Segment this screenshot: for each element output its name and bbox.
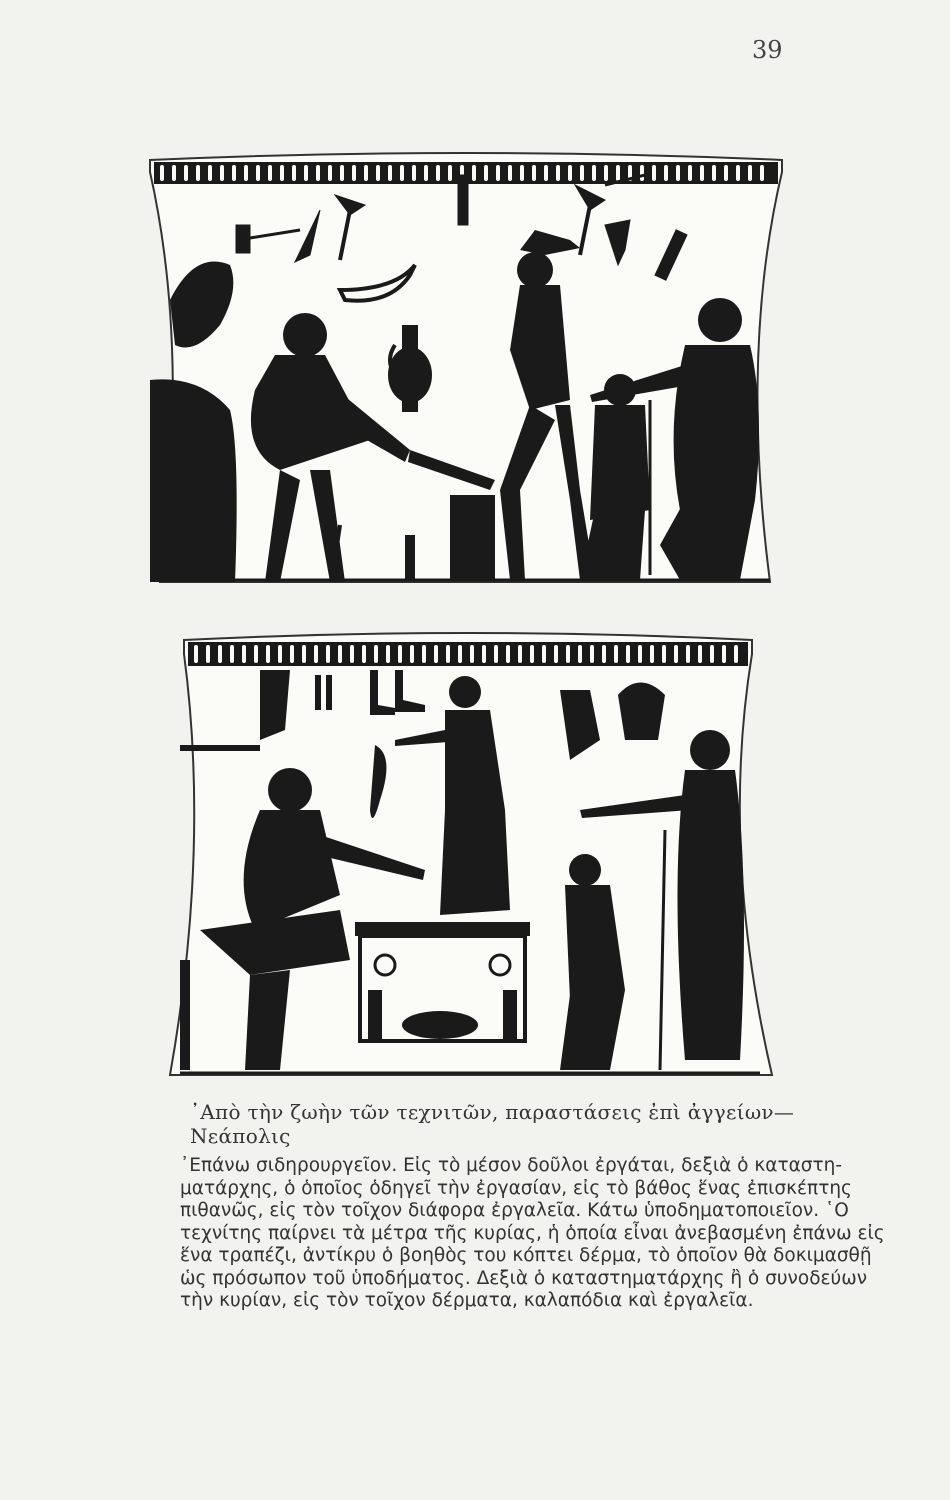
shoemaker-illustration (140, 630, 792, 1085)
tongue-border (188, 642, 748, 666)
workbench-table (355, 922, 530, 1041)
furnace (150, 379, 237, 582)
description-line: ἕνα τραπέζι, ἀντίκρυ ὁ βοηθὸς του κόπτει δέρμα, τὸ ὁποῖον θὰ δοκιμασθῇ (180, 1245, 872, 1266)
description-line: πιθανῶς, εἰς τὸν τοῖχον διάφορα ἐργαλεῖα. Κάτω ὑποδηματοποιεῖον. ῾Ο (180, 1200, 849, 1221)
page-number: 39 (752, 36, 783, 64)
description-line: ὡς πρόσωπον τοῦ ὑποδήματος. Δεξιὰ ὁ καταστηματάρχης ἢ ὁ συνοδεύων (180, 1267, 868, 1289)
description-line: ᾿Επάνω σιδηρουργεῖον. Εἰς τὸ μέσον δοῦλοι ἐργάται, δεξιὰ ὁ καταστη- (180, 1155, 843, 1176)
description-line: ματάρχης, ὁ ὁποῖος ὁδηγεῖ τὴν ἐργασίαν, εἰς τὸ βάθος ἕνας ἐπισκέπτης (180, 1177, 852, 1199)
figure-caption: ᾿Απὸ τὴν ζωὴν τῶν τεχνιτῶν, παραστάσεις ἐπὶ ἀγγείων—Νεάπολις (190, 1100, 795, 1148)
forge-illustration (140, 150, 792, 590)
description-paragraph (180, 1155, 885, 1313)
description-line: τεχνίτης παίρνει τὰ μέτρα τῆς κυρίας, ἡ ὁποία εἶναι ἀνεβασμένη ἐπάνω εἰς (180, 1222, 885, 1244)
description-line: τὴν κυρίαν, εἰς τὸν τοῖχον δέρματα, καλαπόδια καὶ ἐργαλεῖα. (180, 1290, 754, 1311)
